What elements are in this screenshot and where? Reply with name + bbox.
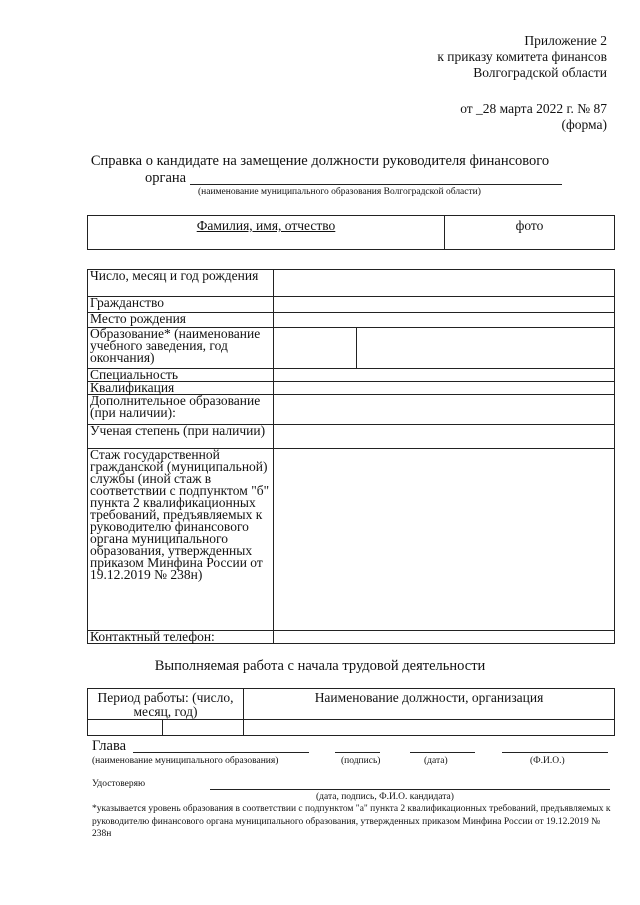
row-label: Специальность [88, 369, 274, 382]
row-value[interactable] [274, 631, 615, 644]
row-label: Дополнительное образование (при наличии): [88, 395, 274, 425]
row-value[interactable] [274, 313, 615, 328]
glava-label: Глава [92, 738, 127, 754]
table-row [88, 631, 615, 644]
date-field[interactable] [410, 752, 475, 753]
row-value[interactable] [274, 382, 615, 395]
row-label: Образование* (наименование учебного заведения, год окончания) [88, 328, 274, 369]
signature-caption: (подпись) [341, 756, 381, 766]
certify-label: Удостоверяю [92, 779, 146, 789]
row-label: Число, месяц и год рождения [88, 270, 274, 297]
fio-field[interactable] [502, 752, 608, 753]
document-title: Справка о кандидате на замещение должности руководителя финансового [90, 153, 550, 169]
table-row [88, 395, 615, 425]
education-year-cell[interactable] [274, 328, 357, 369]
row-value[interactable] [274, 425, 615, 449]
photo-label: фото [515, 218, 544, 233]
footnote: *указывается уровень образования в соответствии с подпунктом "а" пункта 2 квалификационных требований, предъявляемых к руководителю финансового органа муниципального образования, утвержденных приказом Минфина России от 19.12.2019 № 238н [92, 804, 611, 839]
position-cell[interactable] [244, 720, 615, 736]
name-photo-table [87, 215, 615, 250]
order-reference: к приказу комитета финансов [437, 49, 607, 64]
position-header: Наименование должности, организация [244, 689, 615, 720]
fio-caption: (Ф.И.О.) [530, 756, 565, 766]
form-label: (форма) [561, 117, 607, 132]
row-label: Ученая степень (при наличии) [88, 425, 274, 449]
row-label: Место рождения [88, 313, 274, 328]
work-history-heading: Выполняемая работа с начала трудовой деятельности [154, 658, 486, 674]
table-row [88, 689, 615, 720]
municipality-caption: (наименование муниципального образования Волгоградской области) [198, 187, 481, 197]
region-name: Волгоградской области [473, 65, 607, 80]
fio-cell[interactable] [88, 216, 445, 250]
table-row [88, 720, 615, 736]
table-row [88, 328, 615, 369]
date-caption: (дата) [424, 756, 448, 766]
row-value[interactable] [274, 297, 615, 313]
appendix-number: Приложение 2 [524, 33, 607, 48]
order-date: от _28 марта 2022 г. № 87 [460, 101, 607, 116]
municipality-name-field[interactable] [190, 184, 562, 185]
row-label: Квалификация [88, 382, 274, 395]
candidate-certify-field[interactable] [210, 789, 610, 790]
candidate-data-table [87, 269, 615, 644]
municipality-head-field[interactable] [133, 752, 309, 753]
row-value[interactable] [274, 270, 615, 297]
period-header: Период работы: (число, месяц, год) [88, 689, 244, 720]
photo-cell[interactable] [445, 216, 615, 250]
period-from-cell[interactable] [88, 720, 163, 736]
table-row [88, 425, 615, 449]
order-date-block [460, 101, 607, 133]
row-label: Контактный телефон: [88, 631, 274, 644]
municipality-caption-sign: (наименование муниципального образования) [92, 756, 279, 766]
row-value[interactable] [274, 369, 615, 382]
table-row [88, 449, 615, 631]
row-label: Гражданство [88, 297, 274, 313]
period-to-cell[interactable] [163, 720, 244, 736]
fio-label: Фамилия, имя, отчество [196, 218, 336, 233]
row-label: Стаж государственной гражданской (муниципальной) службы (иной стаж в соответствии с подпунктом "б" пункта 2 квалификационных требований, предъявляемых к руководителю финансового органа муниципального образования, утвержденных приказом Минфина России от 19.12.2019 № 238н) [88, 449, 274, 631]
appendix-header [437, 33, 607, 81]
candidate-caption: (дата, подпись, Ф.И.О. кандидата) [316, 792, 454, 802]
row-value[interactable] [274, 395, 615, 425]
work-history-table [87, 688, 615, 736]
table-row [88, 270, 615, 297]
organ-label: органа [145, 170, 187, 186]
education-institution-cell[interactable] [357, 328, 615, 369]
signature-field[interactable] [335, 752, 380, 753]
row-value[interactable] [274, 449, 615, 631]
